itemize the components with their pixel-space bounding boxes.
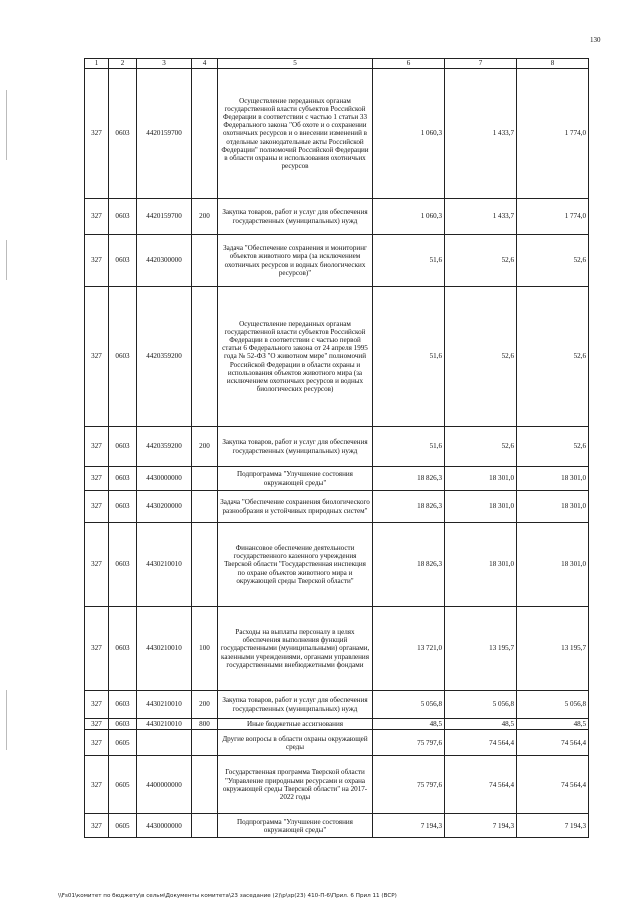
item-name-cell: Закупка товаров, работ и услуг для обеспечения государственных (муниципальных) нужд (218, 691, 373, 719)
section-code-cell: 0603 (109, 69, 137, 199)
section-code-cell: 0605 (109, 756, 137, 814)
ministry-code-cell: 327 (85, 730, 109, 756)
target-article-cell: 4430210010 (137, 523, 192, 607)
table-row (85, 69, 589, 199)
expense-type-cell (192, 235, 218, 287)
budget-table (84, 58, 589, 838)
amount-cell: 5 056,8 (373, 691, 445, 719)
amount-cell: 7 194,3 (517, 814, 589, 838)
item-name-cell: Закупка товаров, работ и услуг для обеспечения государственных (муниципальных) нужд (218, 427, 373, 467)
item-name-cell: Подпрограмма "Улучшение состояния окружающей среды" (218, 467, 373, 491)
item-name-cell: Закупка товаров, работ и услуг для обеспечения государственных (муниципальных) нужд (218, 199, 373, 235)
section-code-cell: 0603 (109, 199, 137, 235)
target-article-cell: 4420300000 (137, 235, 192, 287)
target-article-cell: 4430000000 (137, 814, 192, 838)
table-row (85, 691, 589, 719)
section-code-cell: 0603 (109, 523, 137, 607)
amount-cell: 1 060,3 (373, 199, 445, 235)
expense-type-cell (192, 756, 218, 814)
item-name-cell: Подпрограмма "Улучшение состояния окружающей среды" (218, 814, 373, 838)
target-article-cell (137, 730, 192, 756)
amount-cell: 52,6 (517, 427, 589, 467)
section-code-cell: 0603 (109, 287, 137, 427)
table-row (85, 719, 589, 730)
amount-cell: 1 774,0 (517, 199, 589, 235)
expense-type-cell (192, 467, 218, 491)
amount-cell: 7 194,3 (445, 814, 517, 838)
table-row (85, 523, 589, 607)
section-code-cell: 0603 (109, 235, 137, 287)
expense-type-cell (192, 69, 218, 199)
ministry-code-cell: 327 (85, 523, 109, 607)
amount-cell: 52,6 (445, 427, 517, 467)
amount-cell: 13 195,7 (517, 607, 589, 691)
section-code-cell: 0603 (109, 491, 137, 523)
expense-type-cell: 200 (192, 691, 218, 719)
scan-edge-mark (6, 90, 7, 160)
table-row (85, 235, 589, 287)
table-row (85, 756, 589, 814)
item-name-cell: Иные бюджетные ассигнования (218, 719, 373, 730)
amount-cell: 5 056,8 (517, 691, 589, 719)
amount-cell: 18 301,0 (517, 491, 589, 523)
amount-cell: 52,6 (517, 235, 589, 287)
amount-cell: 1 774,0 (517, 69, 589, 199)
target-article-cell: 4400000000 (137, 756, 192, 814)
section-code-cell: 0603 (109, 607, 137, 691)
table-row (85, 427, 589, 467)
item-name-cell: Финансовое обеспечение деятельности государственного казенного учреждения Тверской области "Государственная инспекция по охране объектов животного мира и окружающей среды Тверской области" (218, 523, 373, 607)
amount-cell: 18 826,3 (373, 467, 445, 491)
amount-cell: 51,6 (373, 235, 445, 287)
ministry-code-cell: 327 (85, 199, 109, 235)
section-code-cell: 0603 (109, 427, 137, 467)
amount-cell: 75 797,6 (373, 756, 445, 814)
table-row (85, 287, 589, 427)
target-article-cell: 4430210010 (137, 719, 192, 730)
amount-cell: 18 301,0 (445, 491, 517, 523)
amount-cell: 18 826,3 (373, 491, 445, 523)
ministry-code-cell: 327 (85, 691, 109, 719)
item-name-cell: Расходы на выплаты персоналу в целях обеспечения выполнения функций государственными (муниципальными) органами, казенными учреждениями, органами управления государственными внебюджетными фондами (218, 607, 373, 691)
ministry-code-cell: 327 (85, 607, 109, 691)
amount-cell: 51,6 (373, 427, 445, 467)
table-row (85, 491, 589, 523)
section-code-cell: 0603 (109, 719, 137, 730)
amount-cell: 52,6 (445, 287, 517, 427)
amount-cell: 75 797,6 (373, 730, 445, 756)
amount-cell: 18 826,3 (373, 523, 445, 607)
ministry-code-cell: 327 (85, 235, 109, 287)
item-name-cell: Задача "Обеспечение сохранения и мониторинг объектов животного мира (за исключением охотничьих ресурсов и водных биологических ресурсов)" (218, 235, 373, 287)
amount-cell: 1 433,7 (445, 199, 517, 235)
item-name-cell: Государственная программа Тверской области "Управление природными ресурсами и охрана окружающей среды Тверской области" на 2017-2022 годы (218, 756, 373, 814)
file-path-footer: \\Fs01\комитет по бюджету\в сельм\Документы комитета\23 заседание (2)\р\зр(23) 410-П-6\Прил. 6 Прил 11 (ВСР) (58, 893, 397, 899)
amount-cell: 74 564,4 (445, 756, 517, 814)
amount-cell: 74 564,4 (517, 730, 589, 756)
header-cell: 4 (192, 59, 218, 69)
section-code-cell: 0605 (109, 730, 137, 756)
ministry-code-cell: 327 (85, 427, 109, 467)
table-row (85, 730, 589, 756)
expense-type-cell (192, 523, 218, 607)
amount-cell: 52,6 (445, 235, 517, 287)
target-article-cell: 4430210010 (137, 691, 192, 719)
target-article-cell: 4420159700 (137, 69, 192, 199)
target-article-cell: 4420159700 (137, 199, 192, 235)
ministry-code-cell: 327 (85, 287, 109, 427)
ministry-code-cell: 327 (85, 69, 109, 199)
amount-cell: 13 195,7 (445, 607, 517, 691)
target-article-cell: 4430000000 (137, 467, 192, 491)
amount-cell: 48,5 (373, 719, 445, 730)
expense-type-cell (192, 287, 218, 427)
ministry-code-cell: 327 (85, 491, 109, 523)
header-cell: 8 (517, 59, 589, 69)
expense-type-cell: 200 (192, 427, 218, 467)
table-row (85, 607, 589, 691)
expense-type-cell: 800 (192, 719, 218, 730)
expense-type-cell (192, 730, 218, 756)
target-article-cell: 4430210010 (137, 607, 192, 691)
section-code-cell: 0605 (109, 814, 137, 838)
table-row (85, 199, 589, 235)
amount-cell: 5 056,8 (445, 691, 517, 719)
header-cell: 2 (109, 59, 137, 69)
amount-cell: 48,5 (517, 719, 589, 730)
header-cell: 6 (373, 59, 445, 69)
amount-cell: 51,6 (373, 287, 445, 427)
amount-cell: 13 721,0 (373, 607, 445, 691)
amount-cell: 18 301,0 (445, 467, 517, 491)
amount-cell: 18 301,0 (445, 523, 517, 607)
amount-cell: 1 060,3 (373, 69, 445, 199)
column-number-row (85, 59, 589, 69)
amount-cell: 7 194,3 (373, 814, 445, 838)
expense-type-cell (192, 814, 218, 838)
ministry-code-cell: 327 (85, 756, 109, 814)
scan-edge-mark (6, 240, 7, 280)
expense-type-cell (192, 491, 218, 523)
amount-cell: 18 301,0 (517, 467, 589, 491)
header-cell: 5 (218, 59, 373, 69)
amount-cell: 52,6 (517, 287, 589, 427)
header-cell: 7 (445, 59, 517, 69)
amount-cell: 74 564,4 (445, 730, 517, 756)
header-cell: 3 (137, 59, 192, 69)
ministry-code-cell: 327 (85, 719, 109, 730)
scan-edge-mark (6, 690, 7, 750)
target-article-cell: 4430200000 (137, 491, 192, 523)
target-article-cell: 4420359200 (137, 287, 192, 427)
amount-cell: 74 564,4 (517, 756, 589, 814)
item-name-cell: Другие вопросы в области охраны окружающей среды (218, 730, 373, 756)
section-code-cell: 0603 (109, 691, 137, 719)
table-row (85, 814, 589, 838)
table-body (85, 59, 589, 838)
amount-cell: 18 301,0 (517, 523, 589, 607)
item-name-cell: Осуществление переданных органам государственной власти субъектов Российской Федерации в соответствии с частью 1 статьи 33 Федерального закона "Об охоте и о сохранении охотничьих ресурсов и о внесении изменений в отдельные законодательные акты Российской Федерации" полномочий Российской Федерации в области охраны и использования охотничьих ресурсов (218, 69, 373, 199)
table-row (85, 467, 589, 491)
ministry-code-cell: 327 (85, 467, 109, 491)
amount-cell: 48,5 (445, 719, 517, 730)
expense-type-cell: 200 (192, 199, 218, 235)
item-name-cell: Осуществление переданных органам государственной власти субъектов Российской Федерации в соответствии с частью первой статьи 6 Федерального закона от 24 апреля 1995 года № 52-ФЗ "О животном мире" полномочий Российской Федерации в области охраны и использования объектов животного мира (за исключением охотничьих ресурсов и водных биологических ресурсов) (218, 287, 373, 427)
amount-cell: 1 433,7 (445, 69, 517, 199)
page-number: 130 (590, 36, 601, 44)
ministry-code-cell: 327 (85, 814, 109, 838)
item-name-cell: Задача "Обеспечение сохранения биологического разнообразия и устойчивых природных систем" (218, 491, 373, 523)
expense-type-cell: 100 (192, 607, 218, 691)
target-article-cell: 4420359200 (137, 427, 192, 467)
header-cell: 1 (85, 59, 109, 69)
section-code-cell: 0603 (109, 467, 137, 491)
